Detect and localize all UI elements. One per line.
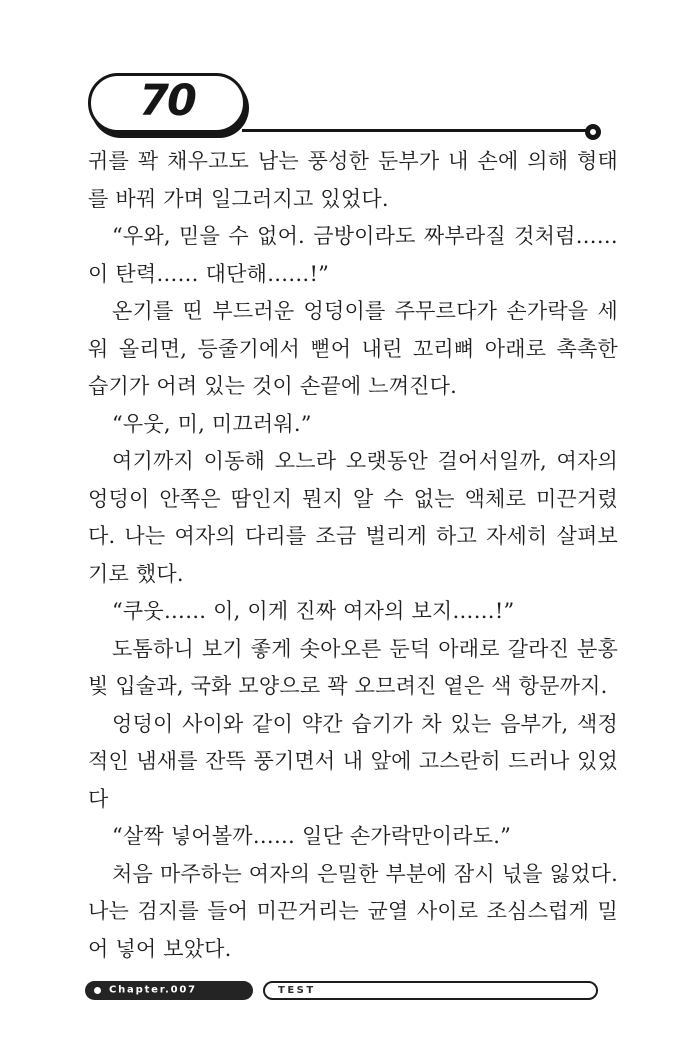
paragraph: 엉덩이 사이와 같이 약간 습기가 차 있는 음부가, 색정적인 냄새를 잔뜩 풍기면서 내 앞에 고스란히 드러나 있었다 <box>88 711 618 811</box>
paragraph: 도톰하니 보기 좋게 솟아오른 둔덕 아래로 갈라진 분홍빛 입술과, 국화 모양으로 꽉 오므려진 옅은 색 항문까지. <box>88 636 618 698</box>
paragraph: 처음 마주하는 여자의 은밀한 부분에 잠시 넋을 잃었다. 나는 검지를 들어 미끈거리는 균열 사이로 조심스럽게 밀어 넣어 보았다. <box>88 861 618 961</box>
paragraph: “살짝 넣어볼까…… 일단 손가락만이라도.” <box>112 824 512 848</box>
paragraph: 여기까지 이동해 오느라 오랫동안 걸어서일까, 여자의 엉덩이 안쪽은 땀인지 뭔지 알 수 없는 액체로 미끈거렸다. 나는 여자의 다리를 조금 벌리게 하고 자세히 살펴보기로 했다. <box>88 449 618 586</box>
paragraph: 온기를 띤 부드러운 엉덩이를 주무르다가 손가락을 세워 올리면, 등줄기에서 뻗어 내린 꼬리뼈 아래로 촉촉한 습기가 어려 있는 것이 손끝에 느껴진다. <box>88 299 618 398</box>
paragraph: “우웃, 미, 미끄러워.” <box>112 411 312 436</box>
paragraph: “우와, 믿을 수 없어. 금방이라도 짜부라질 것처럼…… 이 탄력…… 대단해……!” <box>88 224 618 286</box>
chapter-label: Chapter.007 <box>109 984 197 996</box>
paragraph: 귀를 꽉 채우고도 남는 풍성한 둔부가 내 손에 의해 형태를 바꿔 가며 일그러지고 있었다. <box>88 149 618 211</box>
bullet-dot-icon <box>94 987 101 994</box>
page-text <box>88 143 618 968</box>
header-rule-end-ring-icon <box>585 124 601 140</box>
page-number: 70 <box>139 76 195 126</box>
page-number-badge <box>88 73 246 133</box>
paragraph: “쿠웃…… 이, 이게 진짜 여자의 보지……!” <box>112 599 515 623</box>
book-title-badge <box>263 981 598 1000</box>
chapter-badge <box>85 981 253 1000</box>
header-rule-line <box>242 129 588 132</box>
book-title-label: TEST <box>278 985 316 996</box>
